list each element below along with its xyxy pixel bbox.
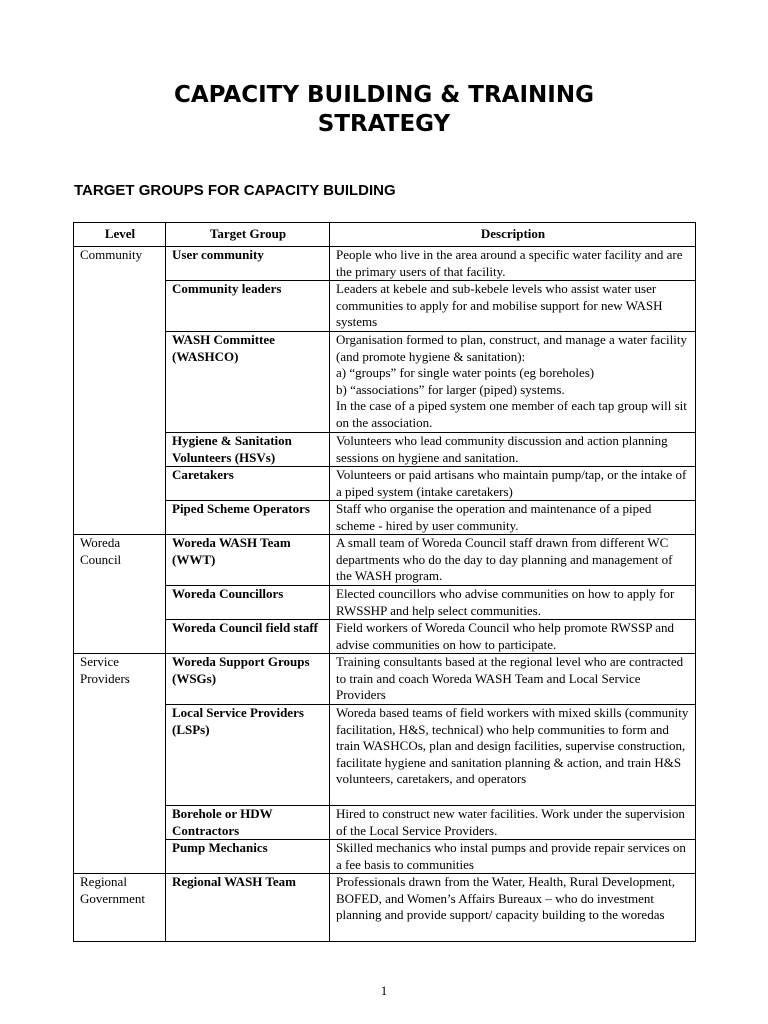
description-cell: Staff who organise the operation and maintenance of a piped scheme - hired by user community. bbox=[330, 501, 696, 535]
target-group-cell: User community bbox=[166, 247, 330, 281]
description-line: Organisation formed to plan, construct, and manage a water facility (and promote hygiene & sanitation): bbox=[336, 332, 687, 364]
table-row bbox=[74, 433, 696, 467]
level-cell-service-providers bbox=[74, 654, 166, 705]
target-group-cell: Woreda Support Groups (WSGs) bbox=[166, 654, 330, 705]
level-cell-empty bbox=[74, 840, 166, 874]
page-number: 1 bbox=[380, 983, 388, 998]
level-label: Government bbox=[80, 890, 145, 906]
section-heading: TARGET GROUPS FOR CAPACITY BUILDING bbox=[74, 182, 396, 199]
table-row bbox=[74, 840, 696, 874]
target-group-cell: Regional WASH Team bbox=[166, 874, 330, 942]
description-cell: People who live in the area around a specific water facility and are the primary users of that facility. bbox=[330, 247, 696, 281]
target-group-cell: Hygiene & Sanitation Volunteers (HSVs) bbox=[166, 433, 330, 467]
target-group-cell: Woreda Council field staff bbox=[166, 620, 330, 654]
level-cell-empty bbox=[74, 501, 166, 535]
level-label: Providers bbox=[80, 670, 130, 686]
level-label: Service bbox=[80, 654, 119, 669]
table-row bbox=[74, 874, 696, 942]
description-cell: Field workers of Woreda Council who help promote RWSSP and advise communities on how to participate. bbox=[330, 620, 696, 654]
level-cell-empty bbox=[74, 806, 166, 840]
header-description: Description bbox=[330, 223, 696, 247]
table-row bbox=[74, 535, 696, 586]
document-title bbox=[100, 81, 668, 139]
table-row bbox=[74, 281, 696, 332]
table-row bbox=[74, 654, 696, 705]
description-cell: Leaders at kebele and sub-kebele levels who assist water user communities to apply for and mobilise support for new WASH systems bbox=[330, 281, 696, 332]
level-cell-empty bbox=[74, 467, 166, 501]
description-cell bbox=[330, 332, 696, 433]
target-group-cell: Community leaders bbox=[166, 281, 330, 332]
table-row bbox=[74, 247, 696, 281]
description-cell: Professionals drawn from the Water, Health, Rural Development, BOFED, and Women’s Affairs Bureaux – who do investment planning and provide support/ capacity building to the woredas bbox=[330, 874, 696, 942]
table-row bbox=[74, 501, 696, 535]
table-row bbox=[74, 467, 696, 501]
level-cell-empty bbox=[74, 586, 166, 620]
level-cell-empty bbox=[74, 705, 166, 806]
header-level: Level bbox=[74, 223, 166, 247]
table-header-row bbox=[74, 223, 696, 247]
level-cell-woreda-council bbox=[74, 535, 166, 586]
target-group-cell: WASH Committee (WASHCO) bbox=[166, 332, 330, 433]
description-cell: Woreda based teams of field workers with mixed skills (community facilitation, H&S, technical) who help communities to form and train WASHCOs, plan and design facilities, supervise construction, facilitate hygiene and sanitation planning & action, and train H&S volunteers, caretakers, and operators bbox=[330, 705, 696, 806]
description-cell: Training consultants based at the regional level who are contracted to train and coach Woreda WASH Team and Local Service Providers bbox=[330, 654, 696, 705]
description-cell: Hired to construct new water facilities. Work under the supervision of the Local Service Providers. bbox=[330, 806, 696, 840]
description-cell: Volunteers who lead community discussion and action planning sessions on hygiene and sanitation. bbox=[330, 433, 696, 467]
level-cell-regional-government bbox=[74, 874, 166, 942]
level-label: Council bbox=[80, 551, 122, 567]
target-group-cell: Borehole or HDW Contractors bbox=[166, 806, 330, 840]
description-line: In the case of a piped system one member of each tap group will sit on the association. bbox=[336, 398, 687, 430]
level-cell-empty bbox=[74, 433, 166, 467]
level-label: Woreda bbox=[80, 535, 121, 550]
table-row bbox=[74, 586, 696, 620]
target-group-cell: Caretakers bbox=[166, 467, 330, 501]
target-group-cell: Local Service Providers (LSPs) bbox=[166, 705, 330, 806]
header-target-group: Target Group bbox=[166, 223, 330, 247]
level-label: Community bbox=[80, 247, 143, 262]
table-row bbox=[74, 332, 696, 433]
description-cell: A small team of Woreda Council staff drawn from different WC departments who do the day to day planning and management of the WASH program. bbox=[330, 535, 696, 586]
level-label: Regional bbox=[80, 874, 127, 889]
table-row bbox=[74, 806, 696, 840]
target-group-cell: Piped Scheme Operators bbox=[166, 501, 330, 535]
level-cell-empty bbox=[74, 620, 166, 654]
description-cell: Volunteers or paid artisans who maintain pump/tap, or the intake of a piped system (intake caretakers) bbox=[330, 467, 696, 501]
target-groups-table bbox=[73, 222, 696, 942]
target-group-cell: Woreda Councillors bbox=[166, 586, 330, 620]
table-row bbox=[74, 620, 696, 654]
title-line-2: STRATEGY bbox=[317, 111, 451, 137]
level-cell-empty bbox=[74, 281, 166, 332]
description-cell: Skilled mechanics who instal pumps and provide repair services on a fee basis to communities bbox=[330, 840, 696, 874]
level-cell-community bbox=[74, 247, 166, 281]
description-line: b) “associations” for larger (piped) systems. bbox=[336, 381, 565, 397]
target-group-cell: Woreda WASH Team (WWT) bbox=[166, 535, 330, 586]
description-line: a) “groups” for single water points (eg boreholes) bbox=[336, 365, 595, 380]
table-row bbox=[74, 705, 696, 806]
title-line-1: CAPACITY BUILDING & TRAINING bbox=[174, 82, 594, 108]
level-cell-empty bbox=[74, 332, 166, 433]
description-cell: Elected councillors who advise communities on how to apply for RWSSHP and help select communities. bbox=[330, 586, 696, 620]
target-group-cell: Pump Mechanics bbox=[166, 840, 330, 874]
